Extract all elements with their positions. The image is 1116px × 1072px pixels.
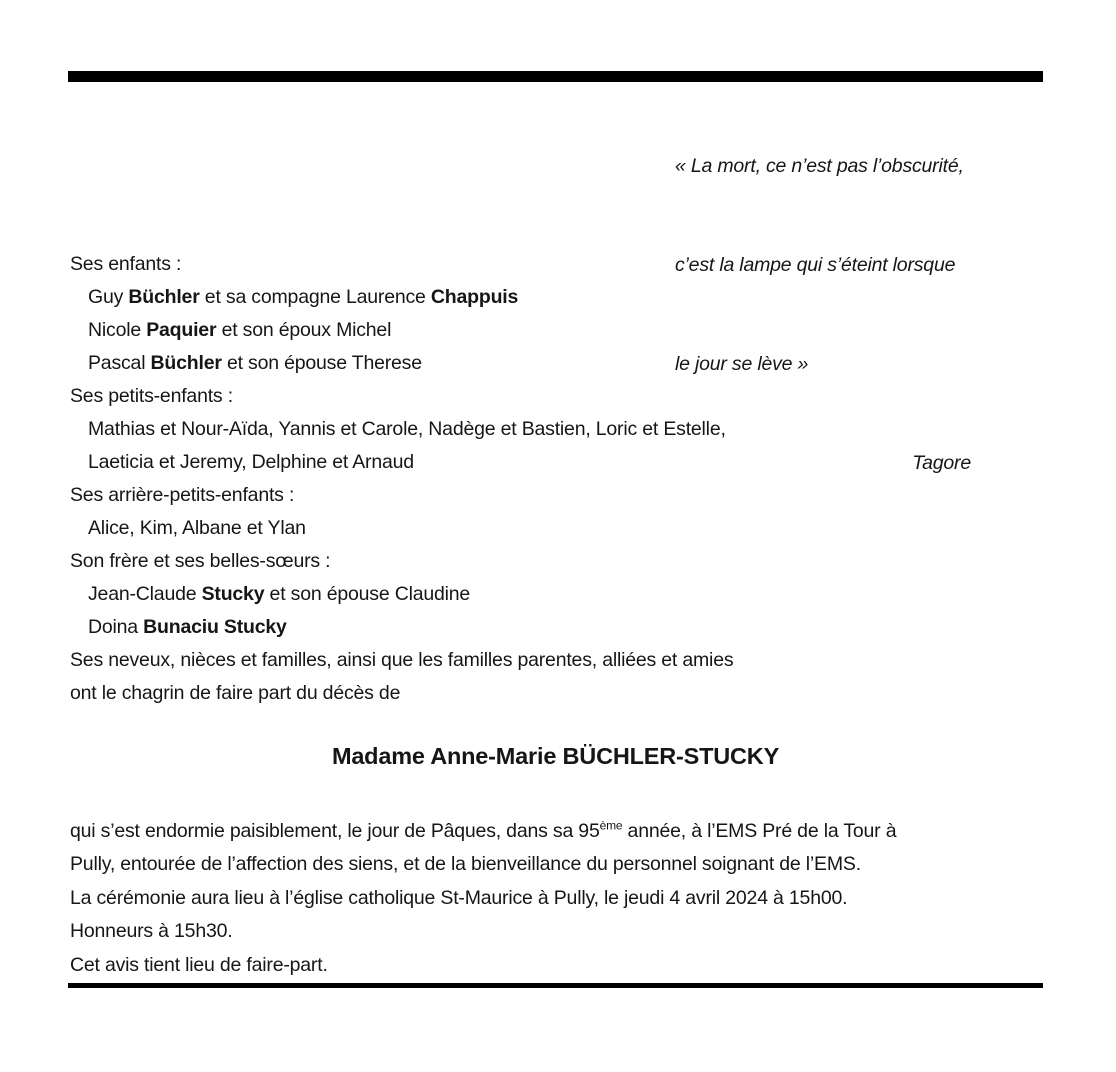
text-segment: Pascal (88, 352, 151, 374)
text-segment: Nicole (88, 319, 147, 341)
text-segment: La cérémonie aura lieu à l’église catholique St-Maurice à Pully, le jeudi 4 avril 2024 à 15h00. (70, 886, 848, 909)
family-surname: Paquier (146, 319, 217, 341)
text-segment: Jean-Claude (88, 583, 202, 605)
family-list (68, 248, 1043, 710)
text-line (68, 848, 1058, 881)
text-segment: Doina (88, 616, 144, 638)
text-segment: Guy (88, 286, 129, 308)
text-segment: Mathias et Nour-Aïda, Yannis et Carole, Nadège et Bastien, Loric et Estelle, (88, 418, 726, 440)
text-segment: et son épouse Claudine (264, 583, 471, 605)
quote-line: « La mort, ce n’est pas l’obscurité, (675, 155, 964, 177)
text-segment: Ses neveux, nièces et familles, ainsi que les familles parentes, alliées et amies (70, 649, 734, 671)
text-line (68, 281, 1043, 314)
text-line (68, 677, 1043, 710)
text-line (68, 545, 1043, 578)
family-surname: Büchler (150, 352, 222, 374)
text-segment: qui s’est endormie paisiblement, le jour de Pâques, dans sa 95 (70, 820, 600, 842)
family-surname: Büchler (128, 286, 200, 308)
text-line (68, 479, 1043, 512)
text-segment: Honneurs à 15h30. (70, 920, 233, 943)
text-segment: Pully, entourée de l’affection des siens, et de la bienveillance du personnel soignant de l’EMS. (70, 853, 861, 876)
text-line (68, 380, 1043, 413)
text-line (68, 915, 1058, 948)
text-line (68, 578, 1043, 611)
text-segment: Laeticia et Jeremy, Delphine et Arnaud (88, 451, 414, 473)
text-segment: Cet avis tient lieu de faire-part. (70, 953, 328, 976)
text-segment: Son frère et ses belles-sœurs : (70, 550, 331, 572)
text-segment: et son époux Michel (216, 319, 392, 341)
text-line (68, 314, 1043, 347)
text-segment: Ses enfants : (70, 253, 182, 275)
text-segment: ont le chagrin de faire part du décès de (70, 682, 401, 704)
bottom-rule (68, 983, 1043, 988)
text-segment: Ses arrière-petits-enfants : (70, 484, 295, 506)
quote-line: le jour se lève » (675, 353, 809, 375)
family-surname: Chappuis (430, 286, 519, 308)
text-segment: et sa compagne Laurence (199, 286, 431, 308)
text-line (68, 949, 1058, 982)
ordinal-superscript: ème (599, 818, 623, 833)
deceased-name: Madame Anne-Marie BÜCHLER-STUCKY (331, 743, 780, 769)
text-segment: année, à l’EMS Pré de la Tour à (622, 820, 897, 842)
family-surname: Stucky (201, 583, 265, 605)
text-line (68, 446, 1043, 479)
text-line (68, 512, 1043, 545)
top-rule (68, 71, 1043, 82)
text-segment: Ses petits-enfants : (70, 385, 233, 407)
text-line (68, 347, 1043, 380)
text-line (68, 815, 1058, 848)
announcement (68, 815, 1058, 982)
family-surname: Bunaciu Stucky (143, 616, 287, 638)
text-line (68, 611, 1043, 644)
quote-attribution: Tagore (912, 452, 971, 474)
text-line (68, 882, 1058, 915)
text-segment: et son épouse Therese (221, 352, 422, 374)
text-line (68, 248, 1043, 281)
text-segment: Alice, Kim, Albane et Ylan (88, 517, 306, 539)
text-line (68, 644, 1043, 677)
text-line (68, 413, 1043, 446)
quote-line: c’est la lampe qui s’éteint lorsque (675, 254, 956, 276)
